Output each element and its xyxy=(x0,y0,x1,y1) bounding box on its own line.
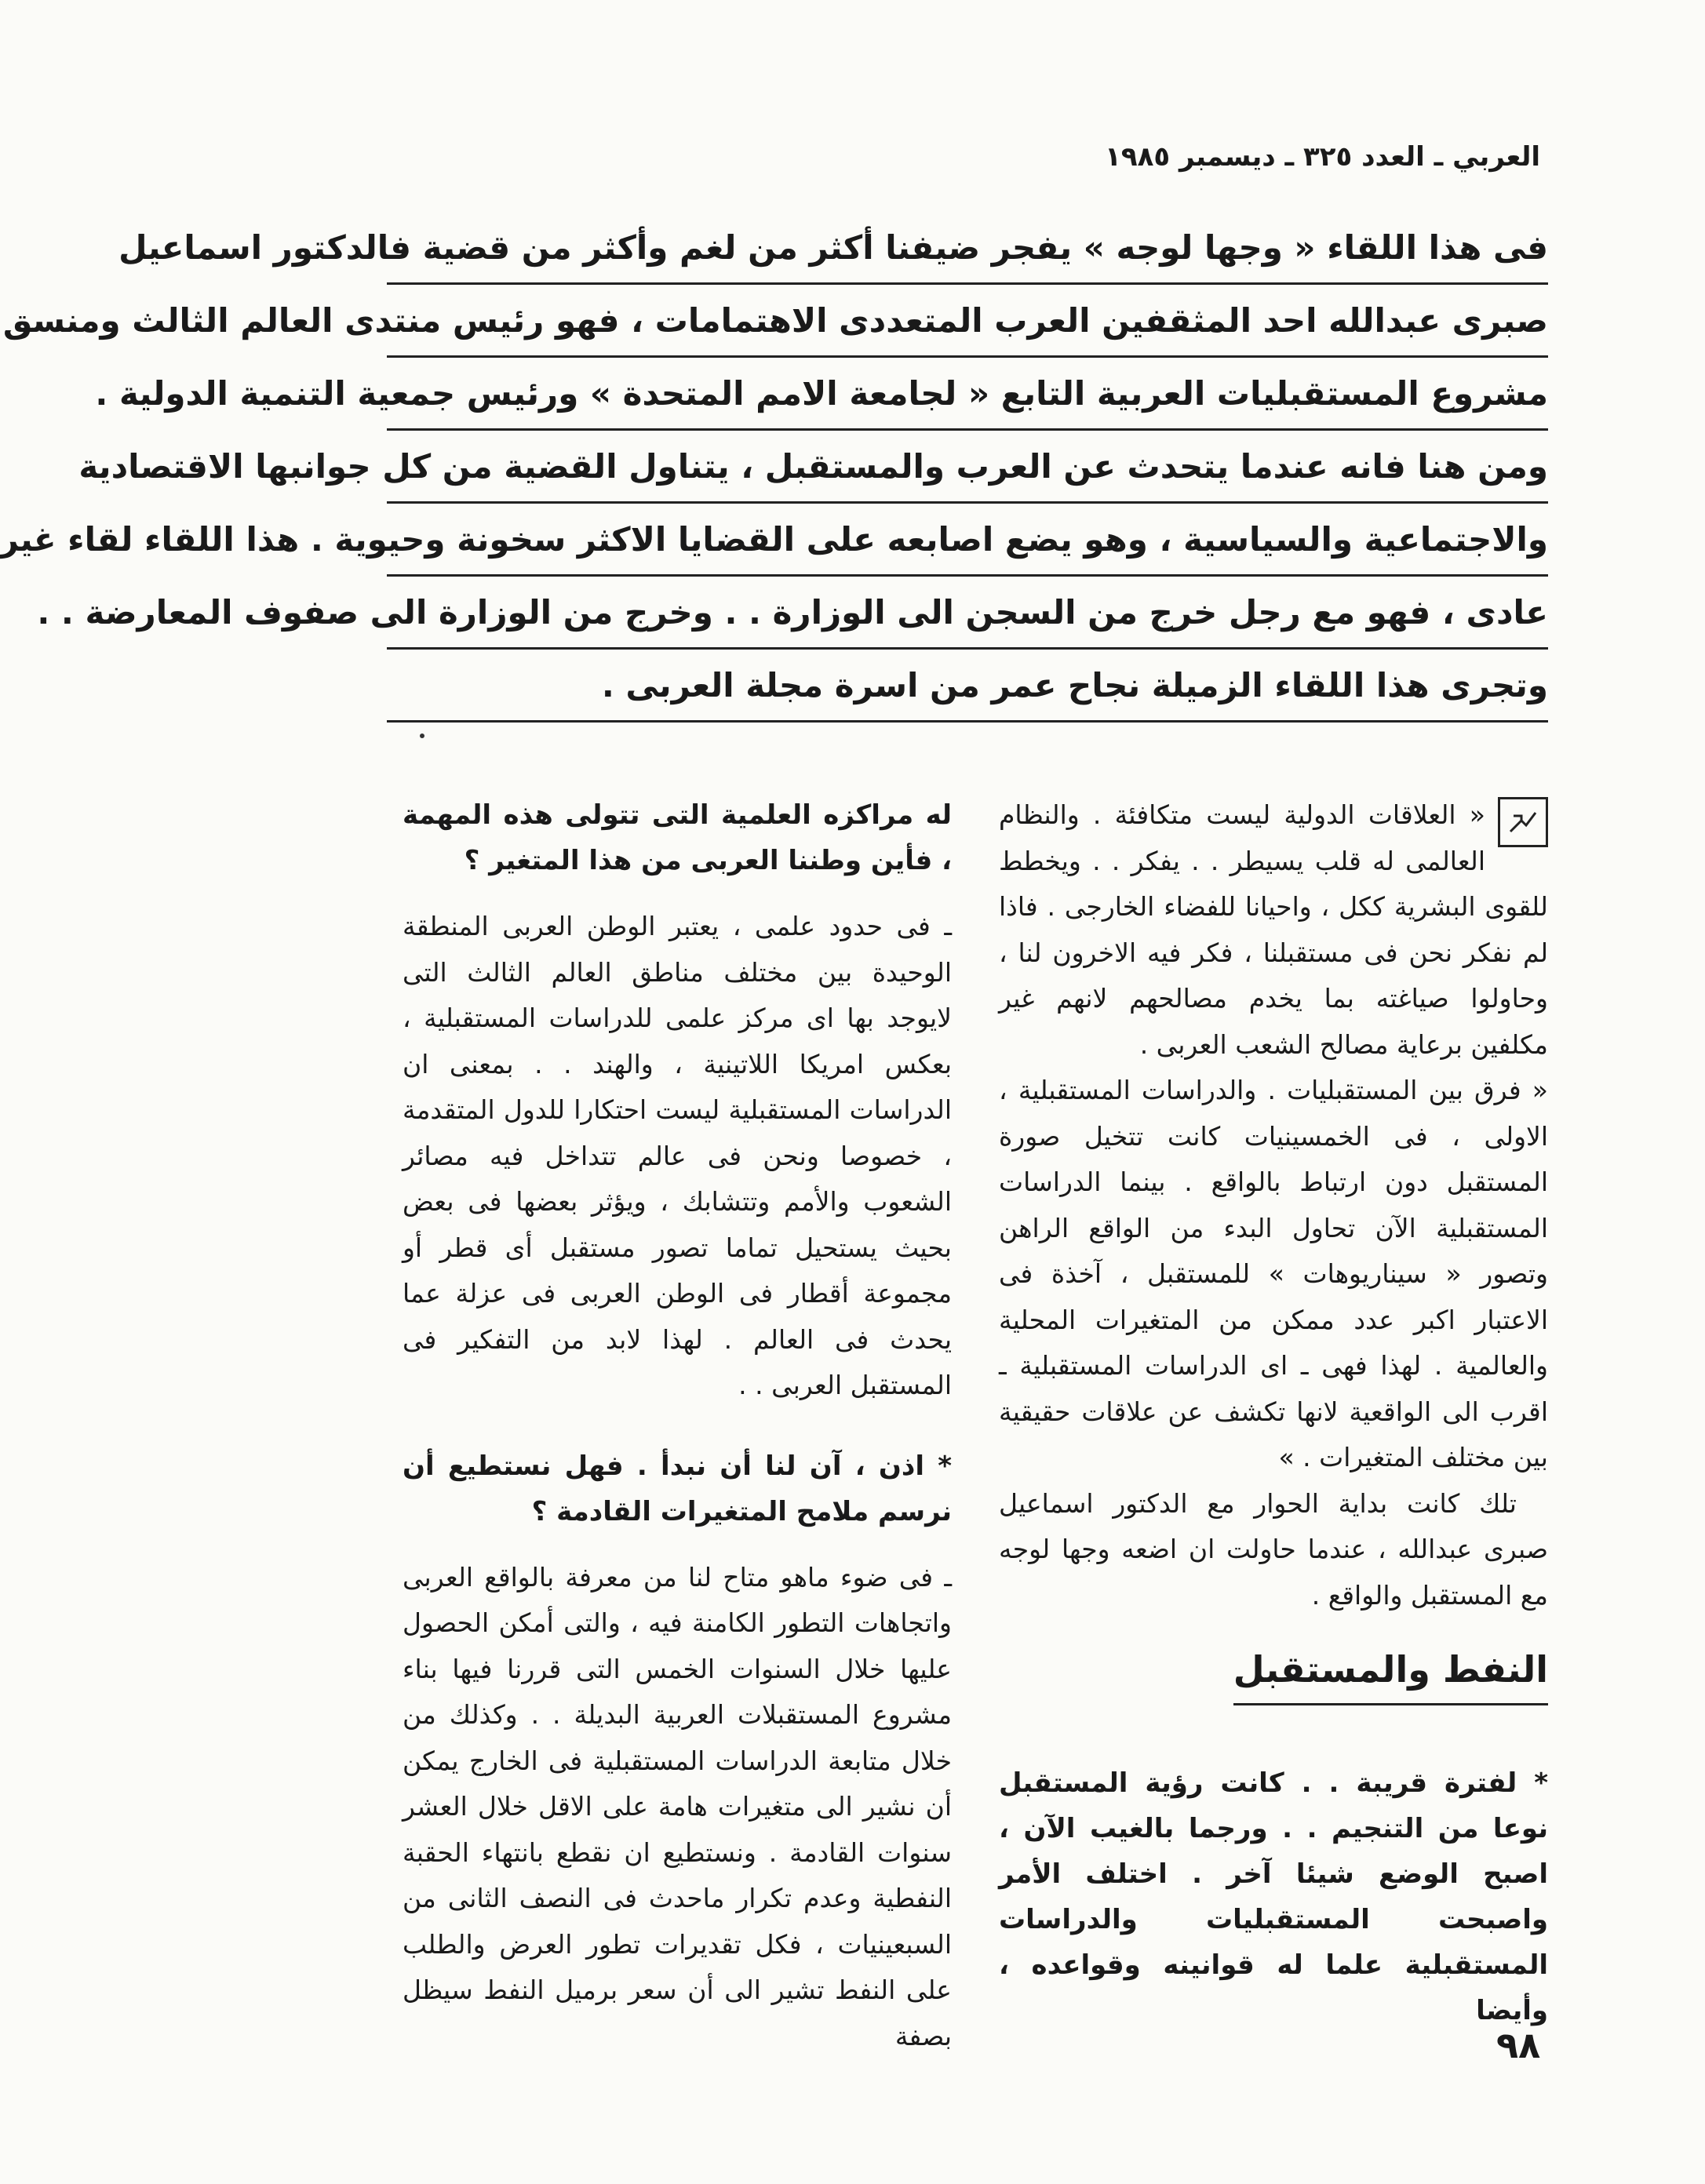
question-1: له مراكزه العلمية التى تتولى هذه المهمة ، فأين وطننا العربى من هذا المتغير ؟ xyxy=(403,799,952,876)
intro-line-7: وتجرى هذا اللقاء الزميلة نجاح عمر من اسرة مجلة العربى . xyxy=(387,650,1548,723)
left-column xyxy=(403,792,952,2059)
decorative-dot xyxy=(420,733,424,738)
intro-line-2: صبرى عبدالله احد المثقفين العرب المتعددى الاهتمامات ، فهو رئيس منتدى العالم الثالث ومنسق xyxy=(387,285,1548,358)
intro-line-4: ومن هنا فانه عندما يتحدث عن العرب والمستقبل ، يتناول القضية من كل جوانبها الاقتصادية xyxy=(387,431,1548,504)
question-2: * اذن ، آن لنا أن نبدأ . فهل نستطيع أن نرسم ملامح المتغيرات القادمة ؟ xyxy=(403,1450,952,1527)
right-paragraph-1: « العلاقات الدولية ليست متكافئة . والنظام العالمى له قلب يسيطر . . يفكر . . ويخطط للقوى البشرية ككل ، واحيانا للفضاء الخارجى . فاذا لم نفكر نحن فى مستقبلنا ، فكر فيه الاخرون لنا ، وحاولوا صياغته بما يخدم مصالحهم لانهم غير مكلفين برعاية مصالح الشعب العربى . xyxy=(999,799,1548,1060)
intro-line-6: عادى ، فهو مع رجل خرج من السجن الى الوزارة . . وخرج من الوزارة الى صفوف المعارضة . . xyxy=(387,577,1548,650)
right-paragraph-3: تلك كانت بداية الحوار مع الدكتور اسماعيل صبرى عبدالله ، عندما حاولت ان اضعه وجها لوجه مع المستقبل والواقع . xyxy=(999,1487,1548,1611)
intro-line-3: مشروع المستقبليات العربية التابع « لجامعة الامم المتحدة » ورئيس جمعية التنمية الدولية . xyxy=(387,358,1548,431)
section-title: النفط والمستقبل xyxy=(1233,1642,1548,1705)
running-head: العربي ـ العدد ٣٢٥ ـ ديسمبر ١٩٨٥ xyxy=(1105,141,1540,173)
right-paragraph-2: « فرق بين المستقبليات . والدراسات المستقبلية ، الاولى ، فى الخمسينيات كانت تتخيل صورة المستقبل دون ارتباط بالواقع . بينما الدراسات المستقبلية الآن تحاول البدء من الواقع الراهن وتصور « سيناريوهات » للمستقبل ، آخذة فى الاعتبار اكبر عدد ممكن من المتغيرات المحلية والعالمية . لهذا فهى ـ اى الدراسات المستقبلية ـ اقرب الى الواقعية لانها تكشف عن علاقات حقيقية بين مختلف المتغيرات . » xyxy=(999,1075,1548,1472)
answer-2: ـ فى ضوء ماهو متاح لنا من معرفة بالواقع العربى واتجاهات التطور الكامنة فيه ، والتى أمكن الحصول عليها خلال السنوات الخمس التى قررنا فيها بناء مشروع المستقبلات العربية البديلة . . وكذلك من خلال متابعة الدراسات المستقبلية فى الخارج يمكن أن نشير الى متغيرات هامة على الاقل خلال العشر سنوات القادمة . ونستطيع ان نقطع بانتهاء الحقبة النفطية وعدم تكرار ماحدث فى النصف الثانى من السبعينيات ، فكل تقديرات تطور العرض والطلب على النفط تشير الى أن سعر برميل النفط سيظل بصفة xyxy=(403,1561,952,2051)
page-number: ٩٨ xyxy=(1496,2024,1541,2066)
intro-box xyxy=(0,212,1548,723)
quote-marker-icon xyxy=(1498,797,1548,847)
intro-line-1: فى هذا اللقاء « وجها لوجه » يفجر ضيفنا أكثر من لغم وأكثر من قضية فالدكتور اسماعيل xyxy=(387,212,1548,285)
right-column xyxy=(999,792,1548,2033)
intro-line-5: والاجتماعية والسياسية ، وهو يضع اصابعه على القضايا الاكثر سخونة وحيوية . هذا اللقاء لقاء غير xyxy=(387,504,1548,577)
answer-1: ـ فى حدود علمى ، يعتبر الوطن العربى المنطقة الوحيدة بين مختلف مناطق العالم الثالث التى لايوجد بها اى مركز علمى للدراسات المستقبلية ، بعكس امريكا اللاتينية ، والهند . . بمعنى ان الدراسات المستقبلية ليست احتكارا للدول المتقدمة ، خصوصا ونحن فى عالم تتداخل فيه مصائر الشعوب والأمم وتتشابك ، ويؤثر بعضها فى بعض بحيث يستحيل تماما تصور مستقبل أى قطر أو مجموعة أقطار فى الوطن العربى فى عزلة عما يحدث فى العالم . لهذا لابد من التفكير فى المستقبل العربى . . xyxy=(403,911,952,1400)
right-paragraph-4: * لفترة قريبة . . كانت رؤية المستقبل نوعا من التنجيم . . ورجما بالغيب الآن ، اصبح الوضع شيئا آخر . اختلف الأمر واصبحت المستقبليات والدراسات المستقبلية علما له قوانينه وقواعده ، وأيضا xyxy=(999,1767,1548,2026)
